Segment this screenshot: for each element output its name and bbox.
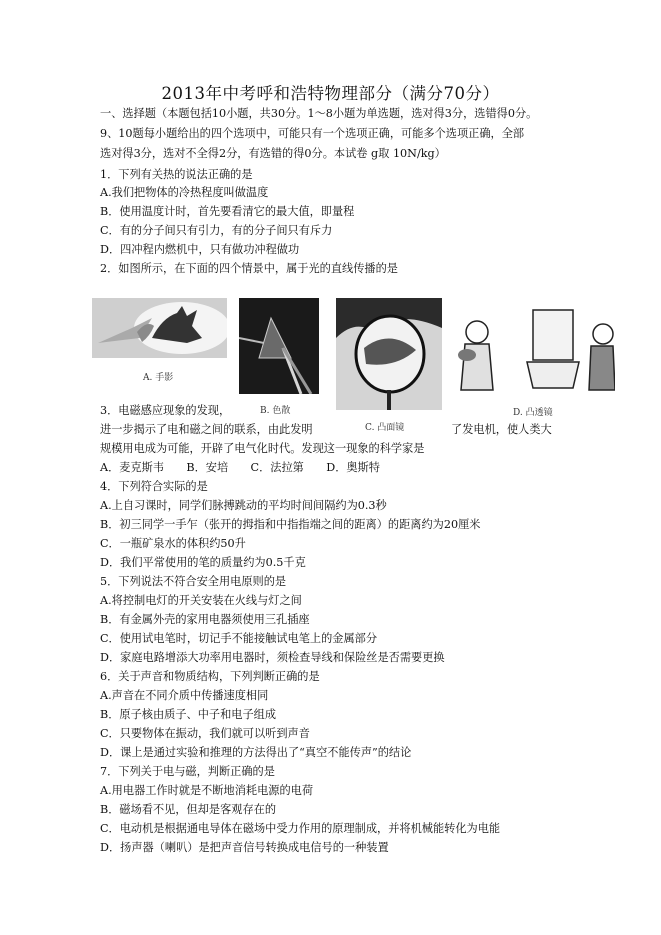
q1-option-b: B．使用温度计时，首先要看清它的最大值，即量程 bbox=[100, 205, 355, 218]
intro-line-3: 选对得3分，选对不全得2分，有选错的得0分。本试卷 g取 10N/kg） bbox=[100, 147, 446, 160]
figure-c-convex-mirror bbox=[336, 298, 442, 410]
q1-stem: 1．下列有关热的说法正确的是 bbox=[100, 168, 253, 181]
intro-line-1: 一、选择题（本题包括10小题，共30分。1～8小题为单选题，选对得3分，选错得0分。 bbox=[100, 107, 538, 120]
q4-option-d: D．我们平常使用的笔的质量约为0.5千克 bbox=[100, 556, 306, 569]
q1-option-c: C．有的分子间只有引力，有的分子间只有斥力 bbox=[100, 224, 333, 237]
q4-option-c: C．一瓶矿泉水的体积约50升 bbox=[100, 537, 246, 550]
q5-option-a: A.将控制电灯的开关安装在火线与灯之间 bbox=[100, 594, 302, 607]
q5-option-c: C．使用试电笔时，切记手不能接触试电笔上的金属部分 bbox=[100, 632, 378, 645]
q7-option-d: D．扬声器（喇叭）是把声音信号转换成电信号的一种装置 bbox=[100, 841, 389, 854]
figure-d-convex-lens bbox=[455, 300, 615, 400]
prism-image bbox=[239, 298, 319, 394]
q7-option-a: A.用电器工作时就是不断地消耗电源的电荷 bbox=[100, 784, 314, 797]
q7-option-b: B．磁场看不见，但却是客观存在的 bbox=[100, 803, 277, 816]
q3-line-2a: 进一步揭示了电和磁之间的联系，由此发明 bbox=[100, 423, 313, 436]
q1-option-a: A.我们把物体的冷热程度叫做温度 bbox=[100, 186, 269, 199]
q6-option-c: C．只要物体在振动，我们就可以听到声音 bbox=[100, 727, 310, 740]
hand-shadow-image bbox=[92, 298, 227, 358]
q6-stem: 6．关于声音和物质结构，下列判断正确的是 bbox=[100, 670, 320, 683]
q5-stem: 5．下列说法不符合安全用电原则的是 bbox=[100, 575, 287, 588]
q6-option-b: B．原子核由质子、中子和电子组成 bbox=[100, 708, 277, 721]
q6-option-d: D．课上是通过实验和推理的方法得出了“真空不能传声”的结论 bbox=[100, 746, 412, 759]
q7-stem: 7．下列关于电与磁，判断正确的是 bbox=[100, 765, 275, 778]
figure-b-dispersion bbox=[239, 298, 319, 394]
exam-title: 2013年中考呼和浩特物理部分（满分70分） bbox=[161, 84, 500, 103]
q5-option-b: B．有金属外壳的家用电器须使用三孔插座 bbox=[100, 613, 310, 626]
figure-a-hand-shadow bbox=[92, 298, 227, 358]
q4-option-a: A.上自习课时，同学们脉搏跳动的平均时间间隔约为0.3秒 bbox=[100, 499, 387, 512]
q3-line-1: 3．电磁感应现象的发现， bbox=[100, 404, 231, 417]
q5-option-d: D．家庭电路增添大功率用电器时，须检查导线和保险丝是否需要更换 bbox=[100, 651, 445, 664]
figure-d-caption: D. 凸透镜 bbox=[513, 408, 553, 418]
q1-option-d: D．四冲程内燃机中，只有做功冲程做功 bbox=[100, 243, 300, 256]
q3-options: A．麦克斯韦 B．安培 C．法拉第 D．奥斯特 bbox=[100, 461, 380, 474]
q4-option-b: B．初三同学一手乍（张开的拇指和中指指端之间的距离）的距离约为20厘米 bbox=[100, 518, 481, 531]
q7-option-c: C．电动机是根据通电导体在磁场中受力作用的原理制成，并将机械能转化为电能 bbox=[100, 822, 501, 835]
q6-option-a: A.声音在不同介质中传播速度相同 bbox=[100, 689, 269, 702]
q2-stem: 2．如图所示，在下面的四个情景中，属于光的直线传播的是 bbox=[100, 262, 398, 275]
convex-mirror-image bbox=[336, 298, 442, 410]
figure-a-caption: A. 手影 bbox=[143, 373, 174, 383]
q3-line-2b: 了发电机，使人类大 bbox=[451, 423, 552, 436]
figure-b-caption: B. 色散 bbox=[260, 406, 291, 416]
q3-line-3: 规模用电成为可能，开辟了电气化时代。发现这一现象的科学家是 bbox=[100, 442, 425, 455]
q4-stem: 4．下列符合实际的是 bbox=[100, 480, 208, 493]
intro-line-2: 9、10题每小题给出的四个选项中，可能只有一个选项正确，可能多个选项正确，全部 bbox=[100, 127, 525, 140]
convex-lens-image bbox=[455, 300, 615, 400]
figure-c-caption: C. 凸面镜 bbox=[365, 423, 405, 433]
